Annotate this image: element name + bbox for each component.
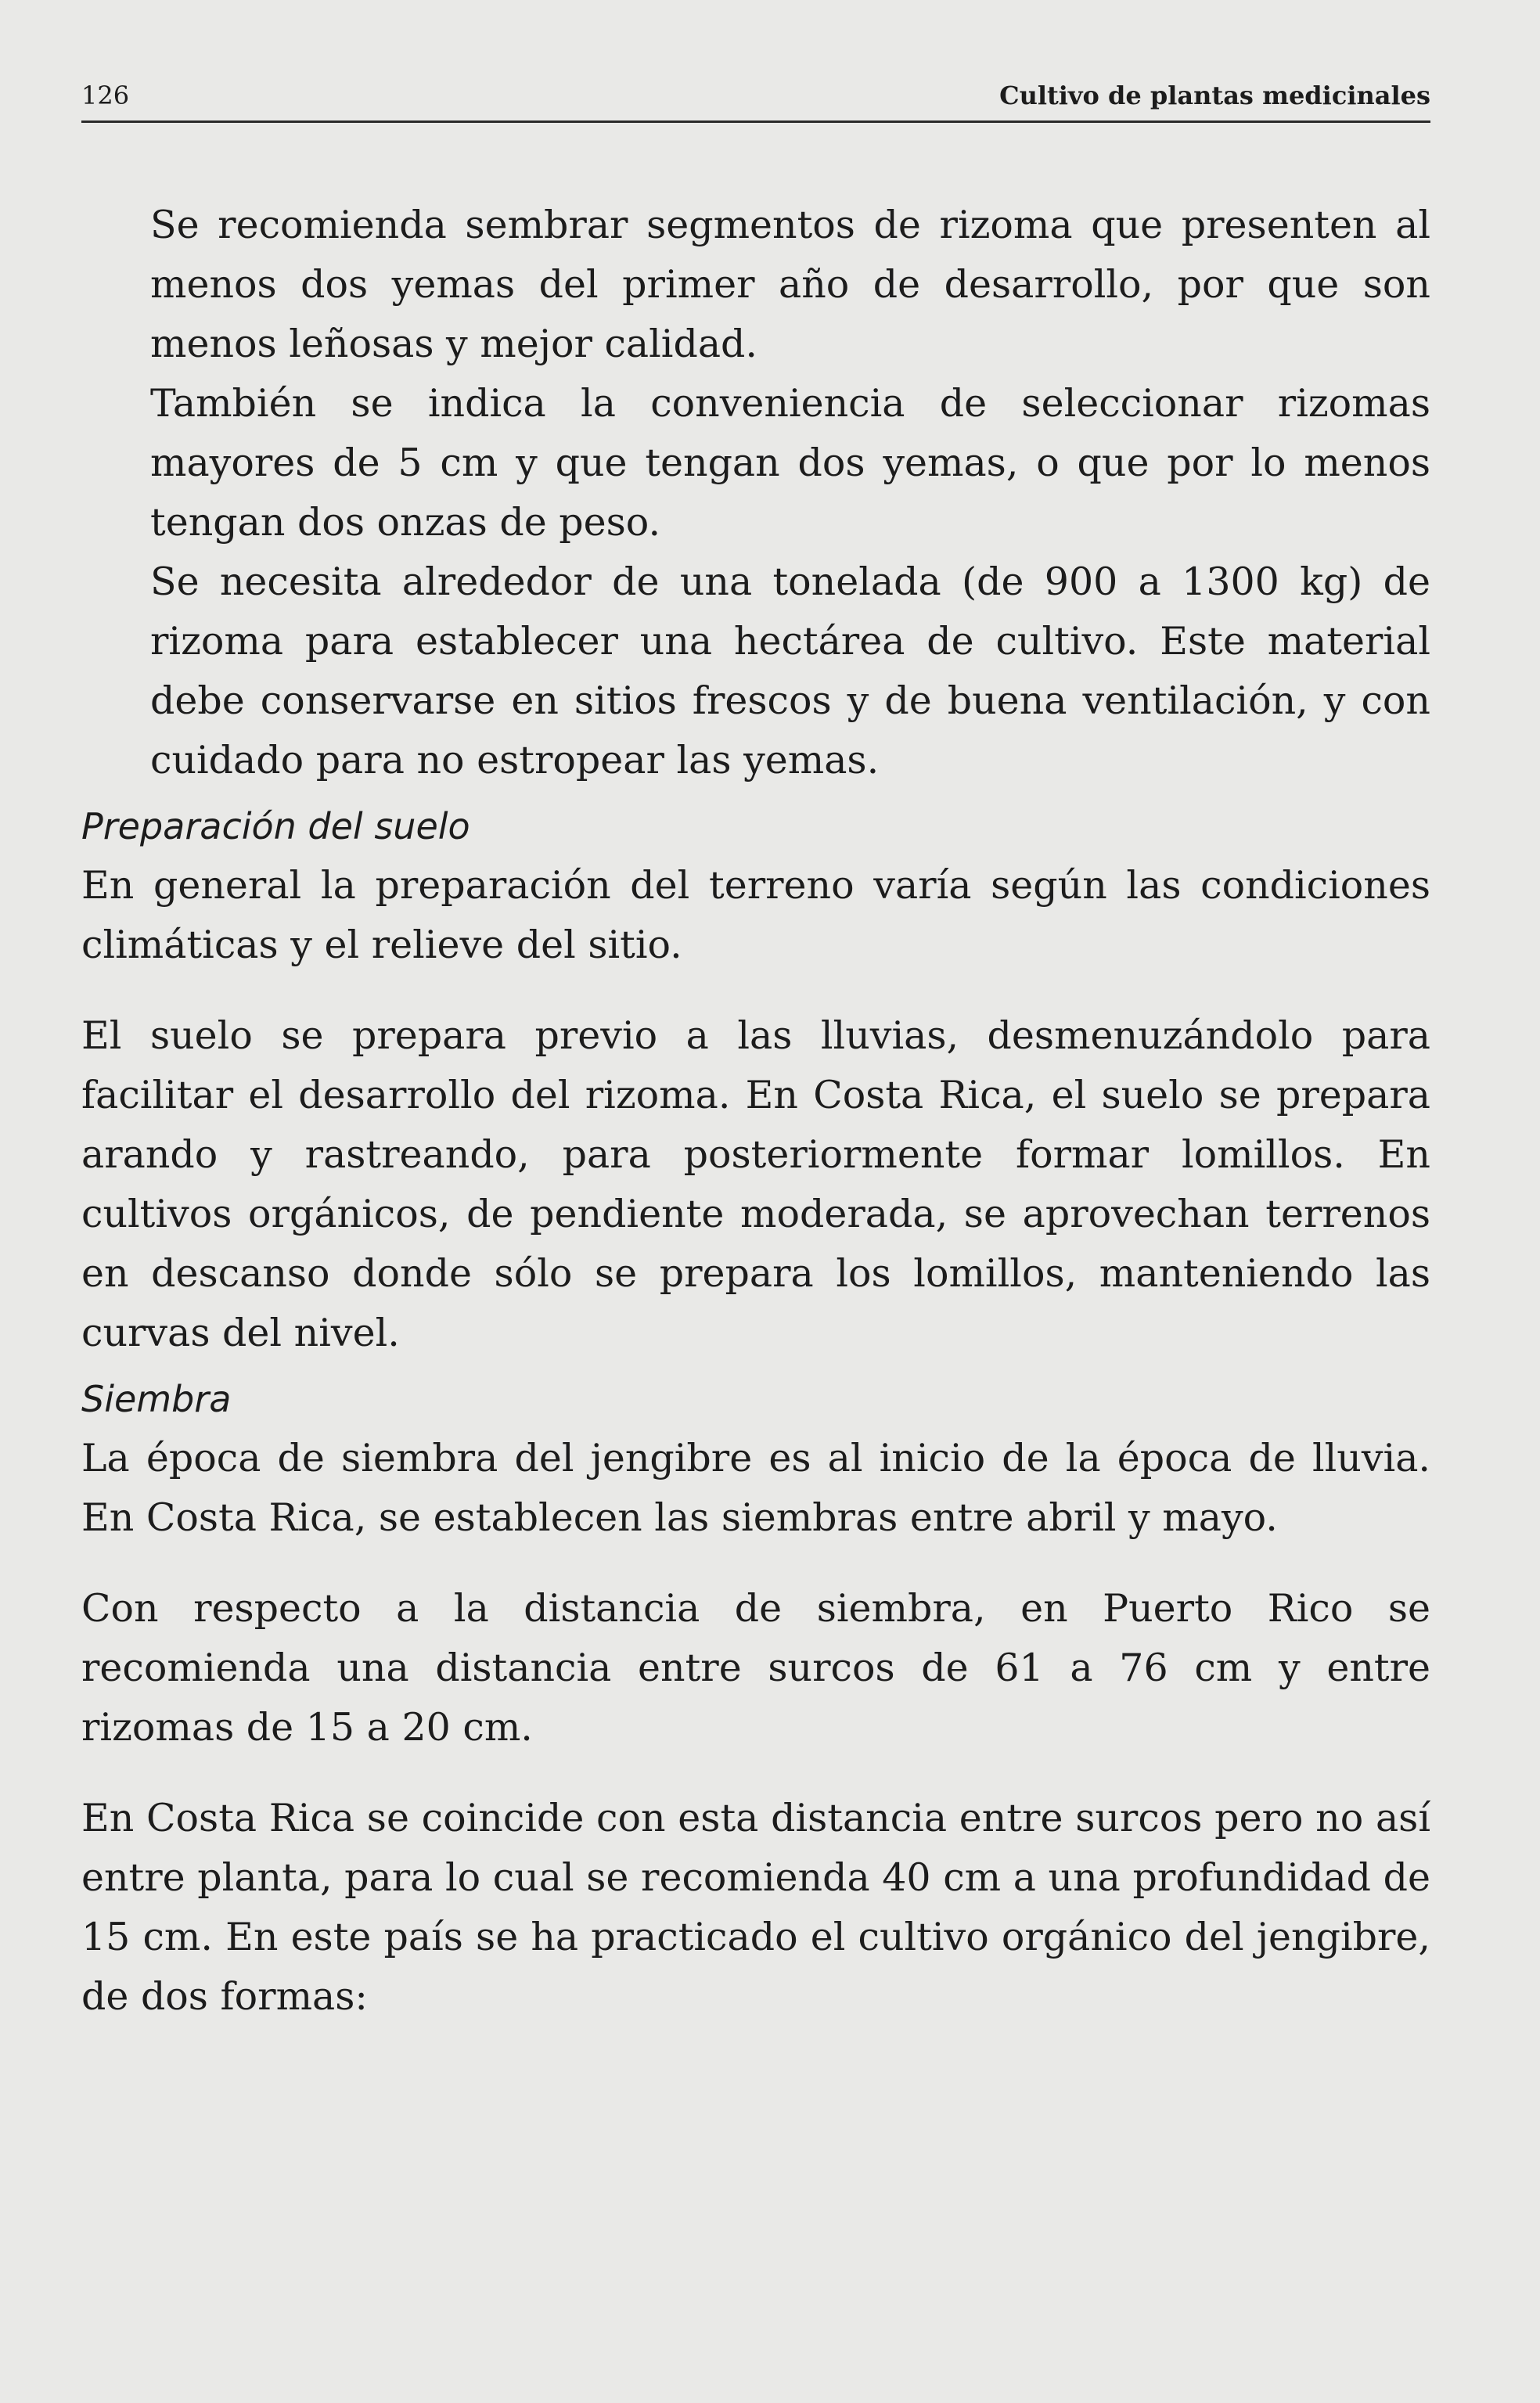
paragraph-soil-method: El suelo se prepara previo a las lluvias, desmenuzándolo para facilitar el desarrollo del rizoma. En Costa Rica, el suelo se prepara arando y rastreando, para posteriormente formar lomillos. En cultivos orgánicos, de pendiente moderada, se aprovechan terrenos en descanso donde sólo se prepara los lomillos, manteniendo las curvas del nivel. [81, 1013, 1430, 1355]
paragraph-rhizome-size: También se indica la conveniencia de seleccionar rizomas mayores de 5 cm y que tengan dos yemas, o que por lo menos tengan dos onzas de peso. [150, 381, 1430, 545]
paragraph-sowing-distance-costa-rica: En Costa Rica se coincide con esta distancia entre surcos pero no así entre planta, para lo cual se recomienda 40 cm a una profundidad de 15 cm. En este país se ha practicado el cultivo orgánico del jengibre, de dos formas: [81, 1796, 1430, 2019]
paragraph-soil-general: En general la preparación del terreno varía según las condiciones climáticas y el relieve del sitio. [81, 863, 1430, 967]
section-heading-soil-preparation: Preparación del suelo [81, 805, 470, 847]
paragraph-sowing-distance-puerto-rico: Con respecto a la distancia de siembra, en Puerto Rico se recomienda una distancia entre surcos de 61 a 76 cm y entre rizomas de 15 a 20 cm. [81, 1586, 1430, 1750]
page-number: 126 [81, 81, 130, 110]
page-body [81, 196, 1430, 2027]
paragraph-rhizome-quantity: Se necesita alrededor de una tonelada (de 900 a 1300 kg) de rizoma para establecer una hectárea de cultivo. Este material debe conservarse en sitios frescos y de buena ventilación, y con cuidado para no estropear las yemas. [150, 559, 1430, 782]
page-header [81, 77, 1430, 123]
paragraph-sowing-season: La época de siembra del jengibre es al inicio de la época de lluvia. En Costa Rica, se establecen las siembras entre abril y mayo. [81, 1436, 1430, 1540]
section-heading-sowing: Siembra [81, 1378, 232, 1420]
paragraph-segment-selection: Se recomienda sembrar segmentos de rizoma que presenten al menos dos yemas del primer año de desarrollo, por que son menos leñosas y mejor calidad. [150, 203, 1430, 366]
running-title: Cultivo de plantas medicinales [999, 81, 1430, 110]
